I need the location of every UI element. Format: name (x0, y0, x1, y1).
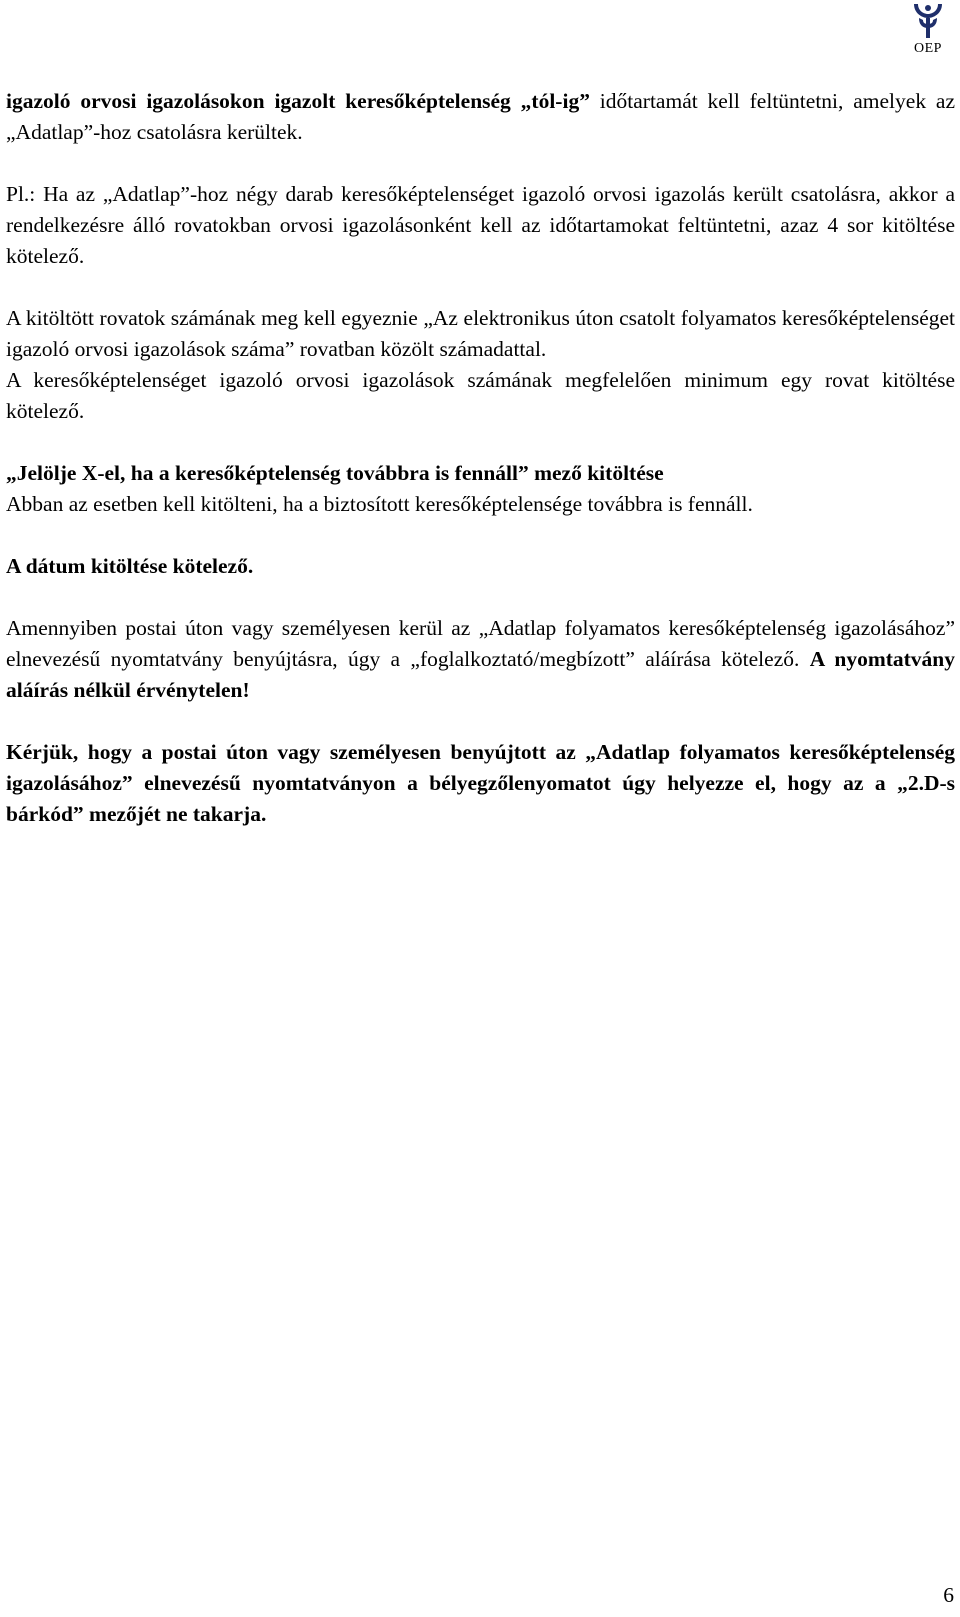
p1-bold-range: „tól-ig” (520, 89, 590, 113)
paragraph-1 (6, 86, 955, 148)
p1-bold-text: igazoló orvosi igazolásokon igazolt keresőképtelenség (6, 89, 511, 113)
oep-logo (906, 2, 950, 60)
date-required-note (6, 551, 955, 582)
section-heading (6, 458, 955, 489)
oep-emblem-icon (911, 2, 945, 40)
heading-text: „Jelölje X-el, ha a keresőképtelenség továbbra is fennáll” mező kitöltése (6, 461, 664, 485)
p3-text: A kitöltött rovatok számának meg kell egyeznie „Az elektronikus úton csatolt folyamatos keresőképtelenséget igazoló orvosi igazolások száma” rovatban közölt számadattal. (6, 306, 955, 361)
p8-text: Amennyiben postai úton vagy személyesen kerül az „Adatlap folyamatos keresőképtelenség igazolásához” elnevezésű nyomtatvány benyújtásra, úgy a „foglalkoztató/megbízott” aláírása kötelező. (6, 616, 955, 671)
document-body (6, 86, 955, 830)
page-number: 6 (943, 1583, 954, 1607)
paragraph-6 (6, 489, 955, 520)
p9-bold-text: Kérjük, hogy a postai úton vagy személyesen benyújtott az „Adatlap folyamatos keresőképtelenség igazolásához” elnevezésű nyomtatványon a bélyegzőlenyomatot úgy helyezze el, hogy az a „2.D-s bárkód” mezőjét ne takarja. (6, 740, 955, 826)
p6-text: Abban az esetben kell kitölteni, ha a biztosított keresőképtelensége továbbra is fennáll. (6, 492, 753, 516)
logo-text: OEP (914, 41, 942, 56)
paragraph-4 (6, 365, 955, 427)
paragraph-3 (6, 303, 955, 365)
date-note-text: A dátum kitöltése kötelező. (6, 554, 254, 578)
paragraph-8 (6, 613, 955, 706)
paragraph-2 (6, 179, 955, 272)
p2-text: Pl.: Ha az „Adatlap”-hoz négy darab keresőképtelenséget igazoló orvosi igazolás került csatolásra, akkor a rendelkezésre álló rovatokban orvosi igazolásonként kell az időtartamokat feltüntetni, azaz 4 sor kitöltése kötelező. (6, 182, 955, 268)
paragraph-9 (6, 737, 955, 830)
p8-bold-text: A nyomtatvány aláírás nélkül érvénytelen! (6, 647, 956, 702)
p1-text: időtartamát kell feltüntetni, amelyek az „Adatlap”-hoz csatolásra kerültek. (6, 89, 956, 144)
p4-text: A keresőképtelenséget igazoló orvosi igazolások számának megfelelően minimum egy rovat kitöltése kötelező. (6, 368, 955, 423)
